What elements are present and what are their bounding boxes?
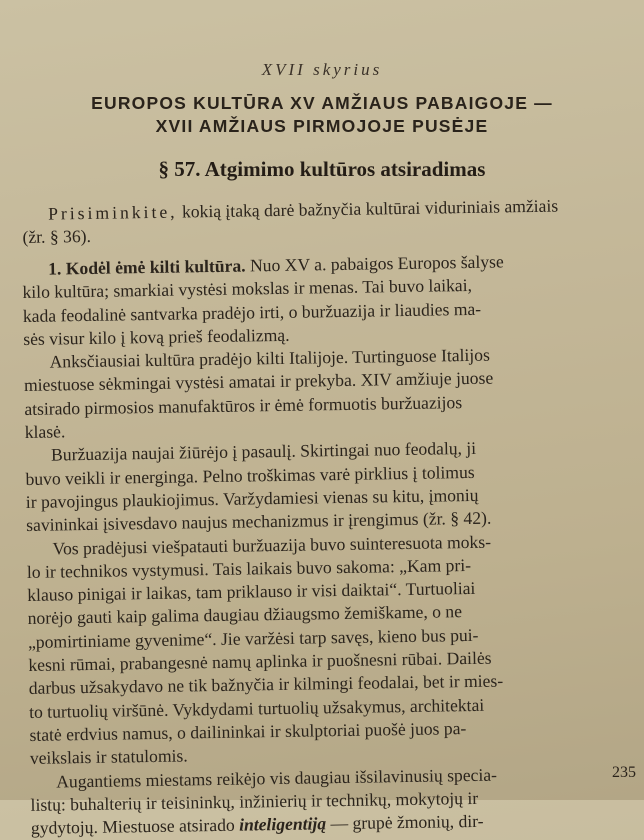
section-title: § 57. Atgimimo kultūros atsiradimas (158, 157, 486, 181)
body-line: klasė. (24, 421, 66, 443)
body-line: Anksčiausiai kultūra pradėjo kilti Italijoje. Turtinguose Italijos (49, 344, 491, 372)
body-line: to turtuolių viršūnė. Vykdydami turtuolių užsakymus, architektai (28, 694, 485, 722)
body-line: norėjo gauti kaip galima daugiau džiaugsmo žemiškame, o ne (27, 601, 463, 629)
body-line: klauso pinigai ir laikas, tam priklauso ir visi daiktai“. Turtuoliai (27, 578, 476, 606)
chapter-label: XVII skyrius (261, 60, 383, 79)
body-line: „pomirtiniame gyvenime“. Jie varžėsi tarp savęs, kieno bus pui- (27, 624, 479, 652)
body-line: sės visur kilo į kovą prieš feodalizmą. (23, 324, 290, 349)
chapter-title (0, 92, 644, 138)
chapter-title-line-2: XVII AMŽIAUS PIRMOJOJE PUSĖJE (155, 116, 489, 136)
body-line: 1. Kodėl ėmė kilti kultūra. Nuo XV a. pabaigos Europos šalyse (48, 251, 504, 279)
body-line: atsirado pirmosios manufaktūros ir ėmė formuotis buržuazijos (24, 391, 463, 419)
body-line: Vos pradėjusi viešpatauti buržuazija buvo suinteresuota moks- (52, 531, 492, 559)
intro-line-1-rest: kokią įtaką darė bažnyčia kultūrai viduriniais amžiais (177, 195, 559, 222)
body-line: kesni rūmai, prabangesnė namų aplinka ir puošnesni rūbai. Dailės (28, 647, 492, 675)
body-line: buvo veikli ir energinga. Pelno troškimas varė pirklius į tolimus (25, 461, 475, 489)
body-line: kilo kultūra; smarkiai vystėsi mokslas ir menas. Tai buvo laikai, (22, 275, 473, 303)
body-line: kada feodalinė santvarka pradėjo irti, o buržuazija ir liaudies ma- (22, 298, 482, 326)
intro-lead: Prisiminkite, (48, 201, 178, 224)
chapter-title-line-1: EUROPOS KULTŪRA XV AMŽIAUS PABAIGOJE — (91, 93, 553, 113)
subsection-heading: 1. Kodėl ėmė kilti kultūra. (48, 255, 246, 279)
intro-line-2: (žr. § 36). (22, 226, 92, 248)
body-line: listų: buhalterių ir teisininkų, inžinierių ir technikų, mokytojų ir (30, 787, 479, 815)
body-line: veikslais ir statulomis. (29, 745, 188, 769)
body-line: lo ir technikos vystymusi. Tais laikais buvo sakoma: „Kam pri- (26, 554, 472, 582)
body-line: Buržuazija naujai žiūrėjo į pasaulį. Skirtingai nuo feodalų, ji (50, 438, 477, 465)
body-line: miestuose sėkmingai vystėsi amatai ir prekyba. XIV amžiuje juose (23, 368, 494, 396)
section-body (22, 249, 627, 840)
body-line: savininkai įsivesdavo naujus mechanizmus ir įrengimus (žr. § 42). (26, 507, 492, 536)
key-term: inteligentiją (238, 813, 327, 835)
page-number: 235 (612, 764, 636, 781)
body-line: Augantiems miestams reikėjo vis daugiau išsilavinusių specia- (56, 764, 498, 792)
intro-paragraph (22, 194, 619, 250)
body-line: gydytojų. Miestuose atsirado inteligentiją — grupė žmonių, dir- (30, 810, 484, 839)
body-line: ir pavojingus plaukiojimus. Varžydamiesi vienas su kitu, įmonių (25, 484, 479, 512)
body-line: statė erdvius namus, o dailininkai ir skulptoriai puošė juos pa- (29, 718, 467, 745)
body-line: darbus užsakydavo ne tik bažnyčia ir kilmingi feodalai, bet ir mies- (28, 670, 504, 699)
